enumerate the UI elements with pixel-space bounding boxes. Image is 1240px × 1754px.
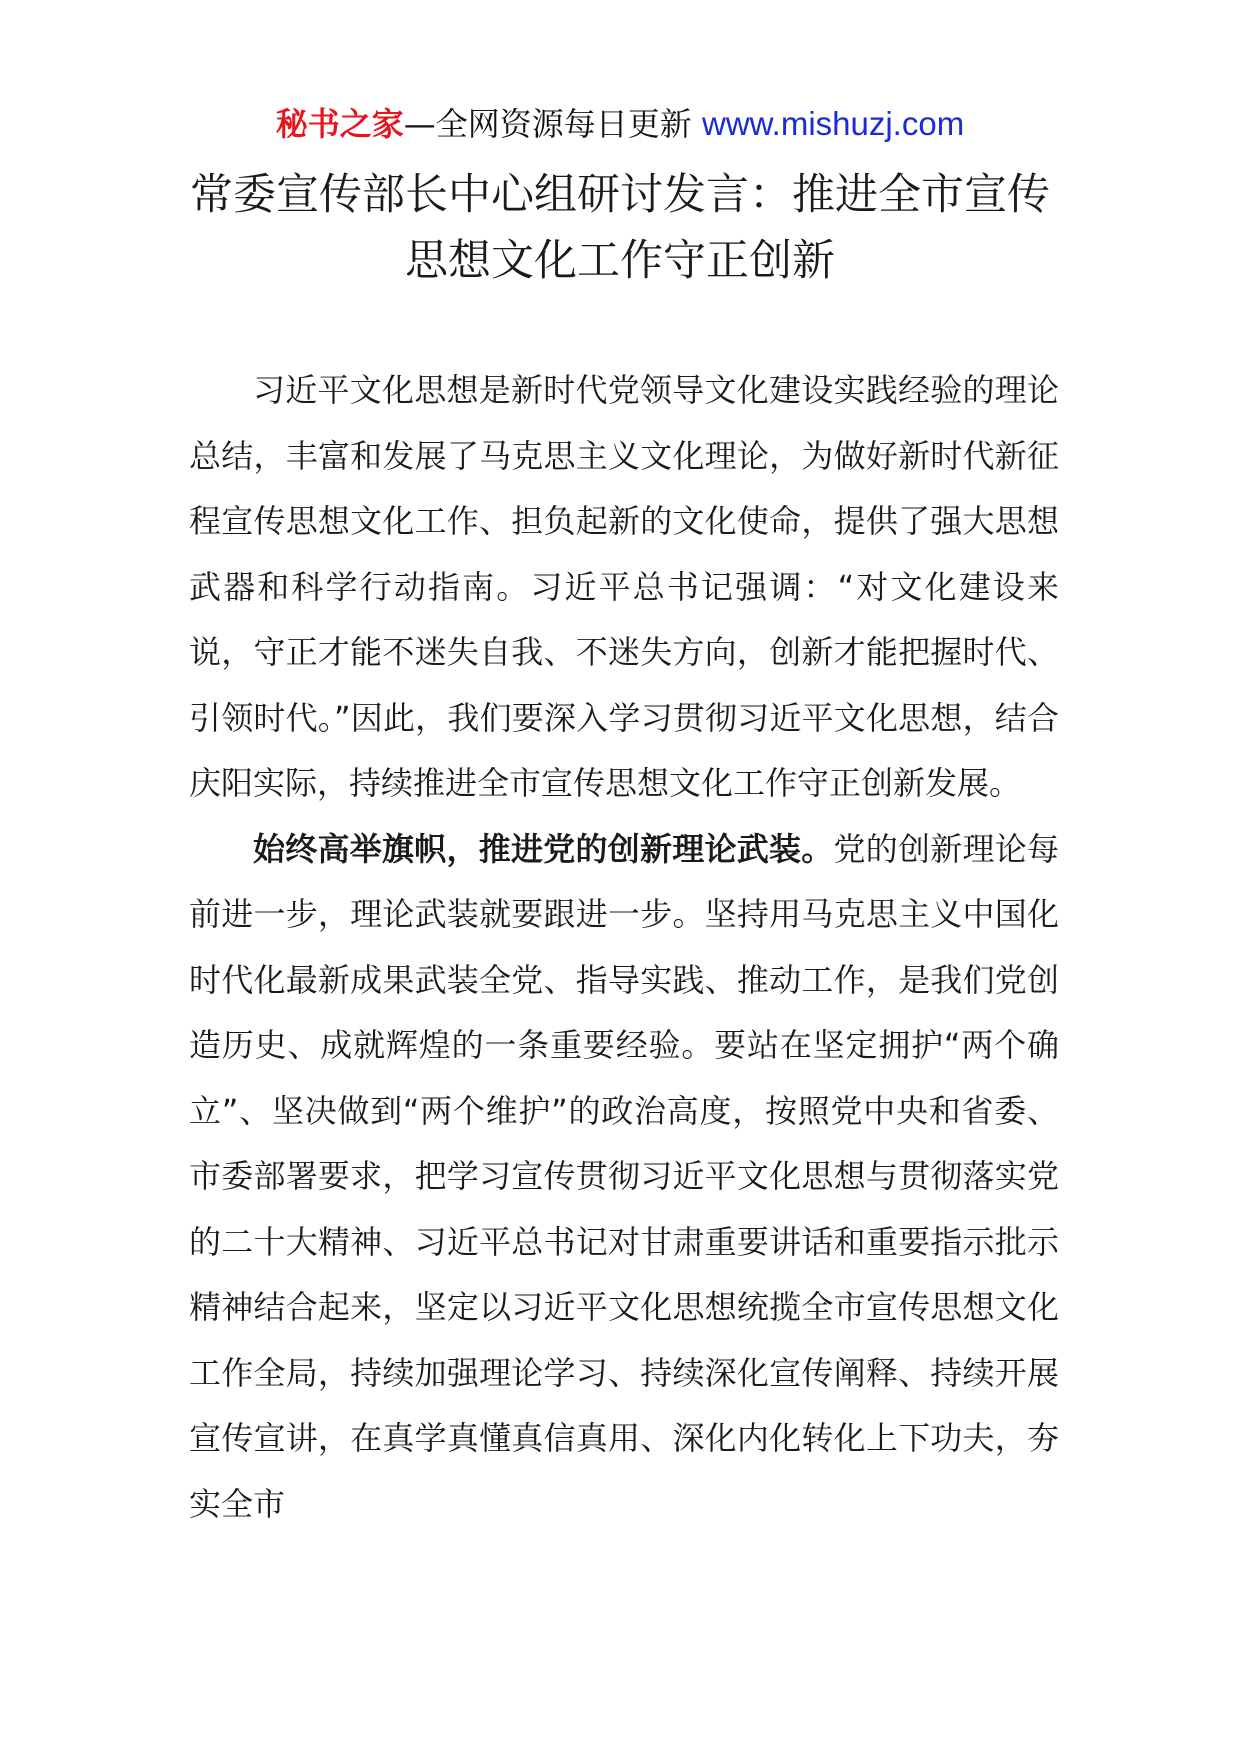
document-title <box>140 162 1100 294</box>
paragraph-1: 习近平文化思想是新时代党领导文化建设实践经验的理论总结，丰富和发展了马克思主义文化理论，为做好新时代新征程宣传思想文化工作、担负起新的文化使命，提供了强大思想武器和科学行动指南。习近平总书记强调：“对文化建设来说，守正才能不迷失自我、不迷失方向，创新才能把握时代、引领时代。”因此，我们要深入学习贯彻习近平文化思想，结合庆阳实际，持续推进全市宣传思想文化工作守正创新发展。 <box>189 371 1059 802</box>
paragraph-2-body: 党的创新理论每前进一步，理论武装就要跟进一步。坚持用马克思主义中国化时代化最新成果武装全党、指导实践、推动工作，是我们党创造历史、成就辉煌的一条重要经验。要站在坚定拥护“两个确立”、坚决做到“两个维护”的政治高度，按照党中央和省委、市委部署要求，把学习宣传贯彻习近平文化思想与贯彻落实党的二十大精神、习近平总书记对甘肃重要讲话和重要指示批示精神结合起来，坚定以习近平文化思想统揽全市宣传思想文化工作全局，持续加强理论学习、持续深化宣传阐释、持续开展宣传宣讲，在真学真懂真信真用、深化内化转化上下功夫，夯实全市 <box>189 829 1059 1523</box>
document-body <box>189 358 1059 1537</box>
site-tagline: —全网资源每日更新 <box>403 105 702 143</box>
site-brand: 秘书之家 <box>275 105 404 143</box>
site-header <box>0 104 1240 144</box>
paragraph-2 <box>189 817 1059 1538</box>
title-line-1: 常委宣传部长中心组研讨发言：推进全市宣传 <box>190 170 1050 220</box>
paragraph-2-lead: 始终高举旗帜，推进党的创新理论武装。 <box>253 829 834 868</box>
site-url-link[interactable]: www.mishuzj.com <box>701 105 965 142</box>
title-line-2: 思想文化工作守正创新 <box>405 236 835 286</box>
